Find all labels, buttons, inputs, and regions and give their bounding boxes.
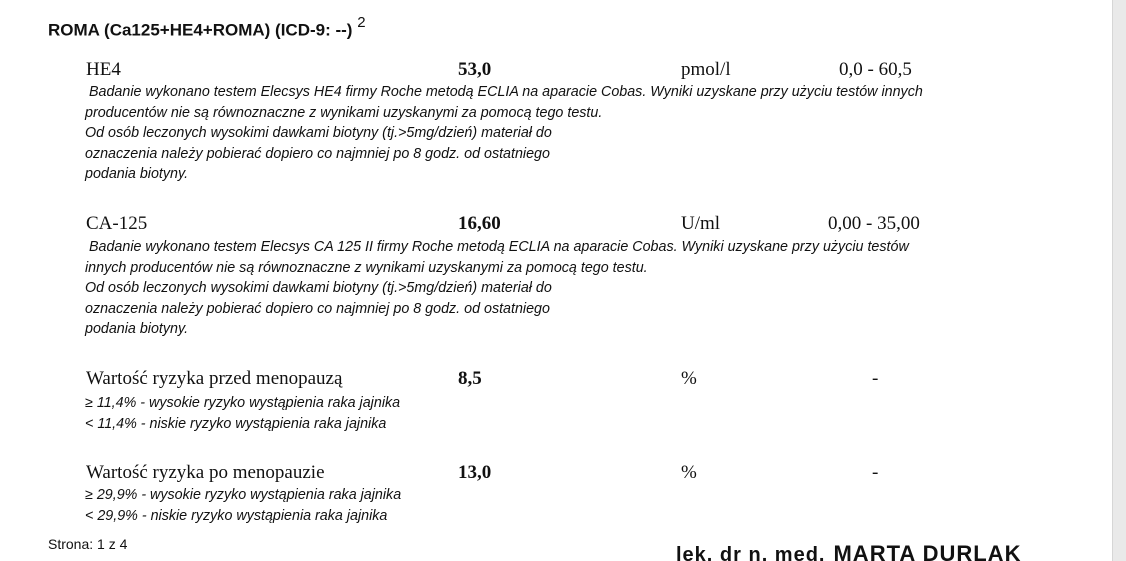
result-range-risk-postmenopause: - <box>872 462 879 483</box>
result-unit-ca125: U/ml <box>681 213 721 234</box>
section-title <box>48 16 366 41</box>
result-value-he4: 53,0 <box>458 59 492 80</box>
note-line: Badanie wykonano testem Elecsys CA 125 II firmy Roche metodą ECLIA na aparacie Cobas. Wyniki uzyskane przy użyciu testów <box>85 239 909 255</box>
result-value-risk-postmenopause: 13,0 <box>458 462 492 483</box>
result-name-risk-postmenopause: Wartość ryzyka po menopauzie <box>86 462 325 483</box>
result-note-he4 <box>85 82 923 185</box>
page-edge <box>1112 0 1126 561</box>
result-name-risk-premenopause: Wartość ryzyka przed menopauzą <box>86 368 343 389</box>
signature-prefix: lek. dr n. med. <box>676 544 826 561</box>
page-number: Strona: 1 z 4 <box>48 536 128 552</box>
signature-name: MARTA DURLAK <box>833 541 1022 561</box>
note-line: Od osób leczonych wysokimi dawkami biotyny (tj.>5mg/dzień) materiał do <box>85 280 552 297</box>
result-value-ca125: 16,60 <box>458 213 501 234</box>
note-line: ≥ 29,9% - wysokie ryzyko wystąpienia raka jajnika <box>85 487 402 503</box>
result-value-risk-premenopause: 8,5 <box>458 368 482 389</box>
note-line: innych producentów nie są równoznaczne z wynikami uzyskanymi za pomocą tego testu. <box>85 259 648 276</box>
note-line: Od osób leczonych wysokimi dawkami biotyny (tj.>5mg/dzień) materiał do <box>85 125 552 142</box>
result-note-ca125 <box>85 237 909 340</box>
section-title-text: ROMA (Ca125+HE4+ROMA) (ICD-9: --) <box>48 20 353 40</box>
note-line: oznaczenia należy pobierać dopiero co najmniej po 8 godz. od ostatniego <box>85 300 550 317</box>
result-unit-risk-premenopause: % <box>681 368 697 389</box>
result-unit-he4: pmol/l <box>681 59 731 80</box>
result-note-risk-premenopause <box>85 393 400 434</box>
note-line: ≥ 11,4% - wysokie ryzyko wystąpienia raka jajnika <box>85 395 401 411</box>
result-name-he4: HE4 <box>86 59 121 80</box>
result-name-ca125: CA-125 <box>86 213 148 234</box>
result-range-he4: 0,0 - 60,5 <box>839 59 912 80</box>
result-range-ca125: 0,00 - 35,00 <box>828 213 920 234</box>
result-unit-risk-postmenopause: % <box>681 462 697 483</box>
note-line: < 29,9% - niskie ryzyko wystąpienia raka jajnika <box>85 507 388 524</box>
section-title-superscript: 2 <box>357 14 366 31</box>
note-line: < 11,4% - niskie ryzyko wystąpienia raka jajnika <box>85 415 387 432</box>
note-line: oznaczenia należy pobierać dopiero co najmniej po 8 godz. od ostatniego <box>85 145 550 162</box>
result-range-risk-premenopause: - <box>872 368 879 389</box>
note-line: podania biotyny. <box>85 321 189 338</box>
result-note-risk-postmenopause <box>85 485 401 526</box>
doctor-signature <box>676 541 1021 561</box>
note-line: producentów nie są równoznaczne z wynikami uzyskanymi za pomocą tego testu. <box>85 104 603 121</box>
note-line: Badanie wykonano testem Elecsys HE4 firmy Roche metodą ECLIA na aparacie Cobas. Wyniki uzyskane przy użyciu testów innych <box>85 84 923 100</box>
note-line: podania biotyny. <box>85 166 189 183</box>
